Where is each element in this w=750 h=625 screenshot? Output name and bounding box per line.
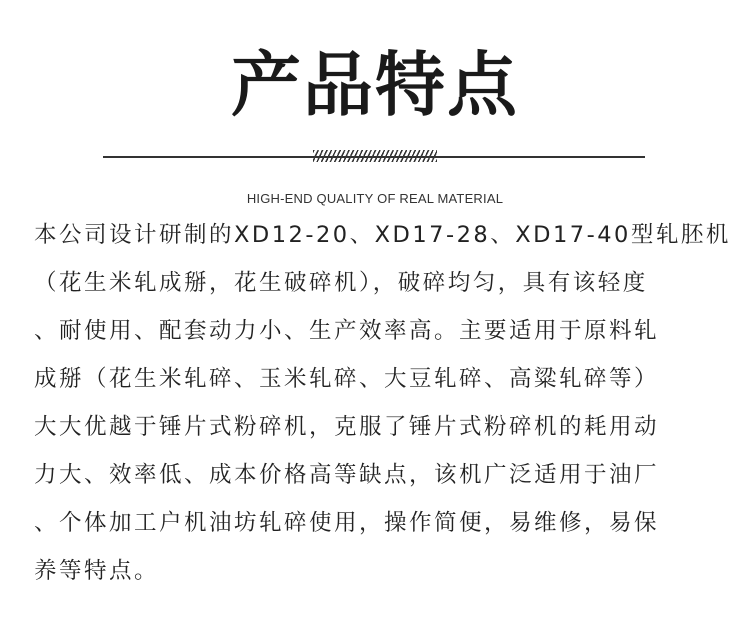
page-subtitle: HIGH-END QUALITY OF REAL MATERIAL bbox=[246, 191, 504, 206]
description-line: （花生米轧成掰，花生破碎机），破碎均匀，具有该轻度 bbox=[34, 270, 648, 296]
description-line: 大大优越于锤片式粉碎机，克服了锤片式粉碎机的耗用动 bbox=[34, 414, 660, 440]
description-line: 力大、效率低、成本价格高等缺点，该机广泛适用于油厂 bbox=[34, 462, 660, 488]
description-line: 养等特点。 bbox=[34, 558, 160, 584]
product-description bbox=[34, 211, 731, 595]
description-line: 、耐使用、配套动力小、生产效率高。主要适用于原料轧 bbox=[34, 318, 660, 344]
description-line: 、个体加工户机油坊轧碎使用，操作简便，易维修，易保 bbox=[34, 510, 660, 536]
page-title: 产品特点 bbox=[231, 44, 519, 126]
divider-hatch-ornament bbox=[313, 150, 437, 162]
description-line: 成掰（花生米轧碎、玉米轧碎、大豆轧碎、高粱轧碎等） bbox=[34, 366, 660, 392]
description-line: 本公司设计研制的XD12-20、XD17-28、XD17-40型轧胚机 bbox=[34, 222, 731, 248]
